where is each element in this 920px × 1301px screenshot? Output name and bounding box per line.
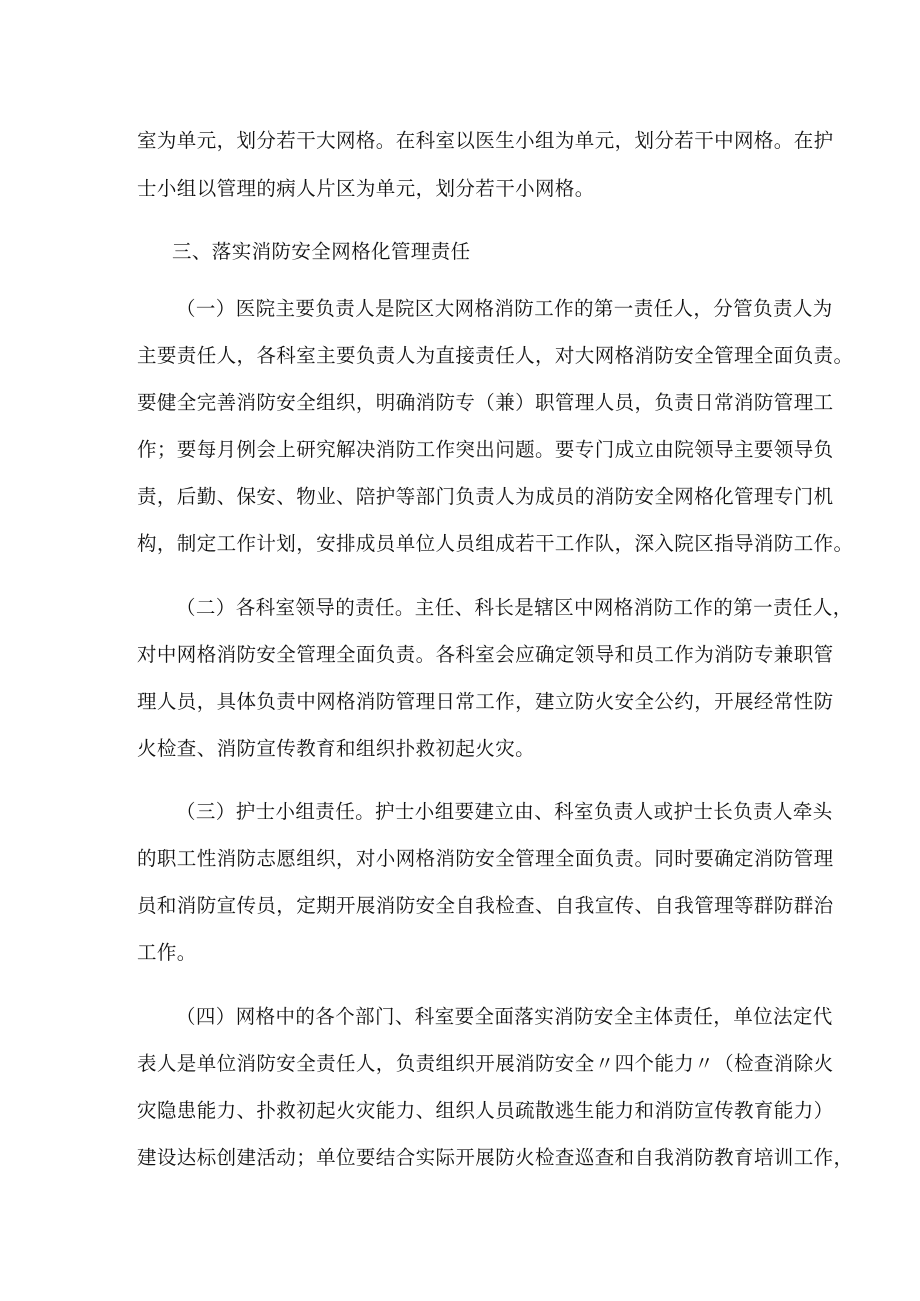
text-line: 室为单元，划分若干大网格。在科室以医生小组为单元，划分若干中网格。在护: [137, 129, 834, 152]
paragraph-first-line: （三）护士小组责任。护士小组要建立由、科室负责人或护士长负责人牵头: [176, 800, 833, 823]
text-line: 构，制定工作计划，安排成员单位人员组成若干工作队，深入院区指导消防工作。: [137, 532, 854, 555]
text-line: 工作。: [137, 941, 197, 964]
text-line: 士小组以管理的病人片区为单元，划分若干小网格。: [137, 177, 595, 200]
text-line: 的职工性消防志愿组织，对小网格消防安全管理全面负责。同时要确定消防管理: [137, 847, 834, 870]
text-line: 作；要每月例会上研究解决消防工作突出问题。要专门成立由院领导主要领导负: [137, 438, 834, 461]
text-line: 表人是单位消防安全责任人，负责组织开展消防安全〃四个能力〃（检查消除火: [137, 1052, 834, 1075]
text-line: 理人员，具体负责中网格消防管理日常工作，建立防火安全公约，开展经常性防: [137, 690, 834, 713]
text-line: 员和消防宣传员，定期开展消防安全自我检查、自我宣传、自我管理等群防群治: [137, 894, 834, 917]
text-line: 灾隐患能力、扑救初起火灾能力、组织人员疏散逃生能力和消防宣传教育能力）: [137, 1099, 834, 1122]
text-line: 责，后勤、保安、物业、陪护等部门负责人为成员的消防安全网格化管理专门机: [137, 485, 834, 508]
text-line: 对中网格消防安全管理全面负责。各科室会应确定领导和员工作为消防专兼职管: [137, 643, 834, 666]
paragraph-first-line: （四）网格中的各个部门、科室要全面落实消防安全主体责任，单位法定代: [176, 1005, 833, 1028]
text-line: 建设达标创建活动；单位要结合实际开展防火检查巡查和自我消防教育培训工作，: [137, 1146, 854, 1169]
text-line: 火检查、消防宣传教育和组织扑救初起火灾。: [137, 737, 536, 760]
paragraph-first-line: （二）各科室领导的责任。主任、科长是辖区中网格消防工作的第一责任人，: [176, 596, 853, 619]
text-line: 主要责任人，各科室主要负责人为直接责任人，对大网格消防安全管理全面负责。: [137, 344, 854, 367]
section-heading: 三、落实消防安全网格化管理责任: [172, 240, 471, 263]
text-line: 要健全完善消防安全组织，明确消防专（兼）职管理人员，负责日常消防管理工: [137, 391, 834, 414]
paragraph-first-line: （一）医院主要负责人是院区大网格消防工作的第一责任人，分管负责人为: [176, 297, 833, 320]
